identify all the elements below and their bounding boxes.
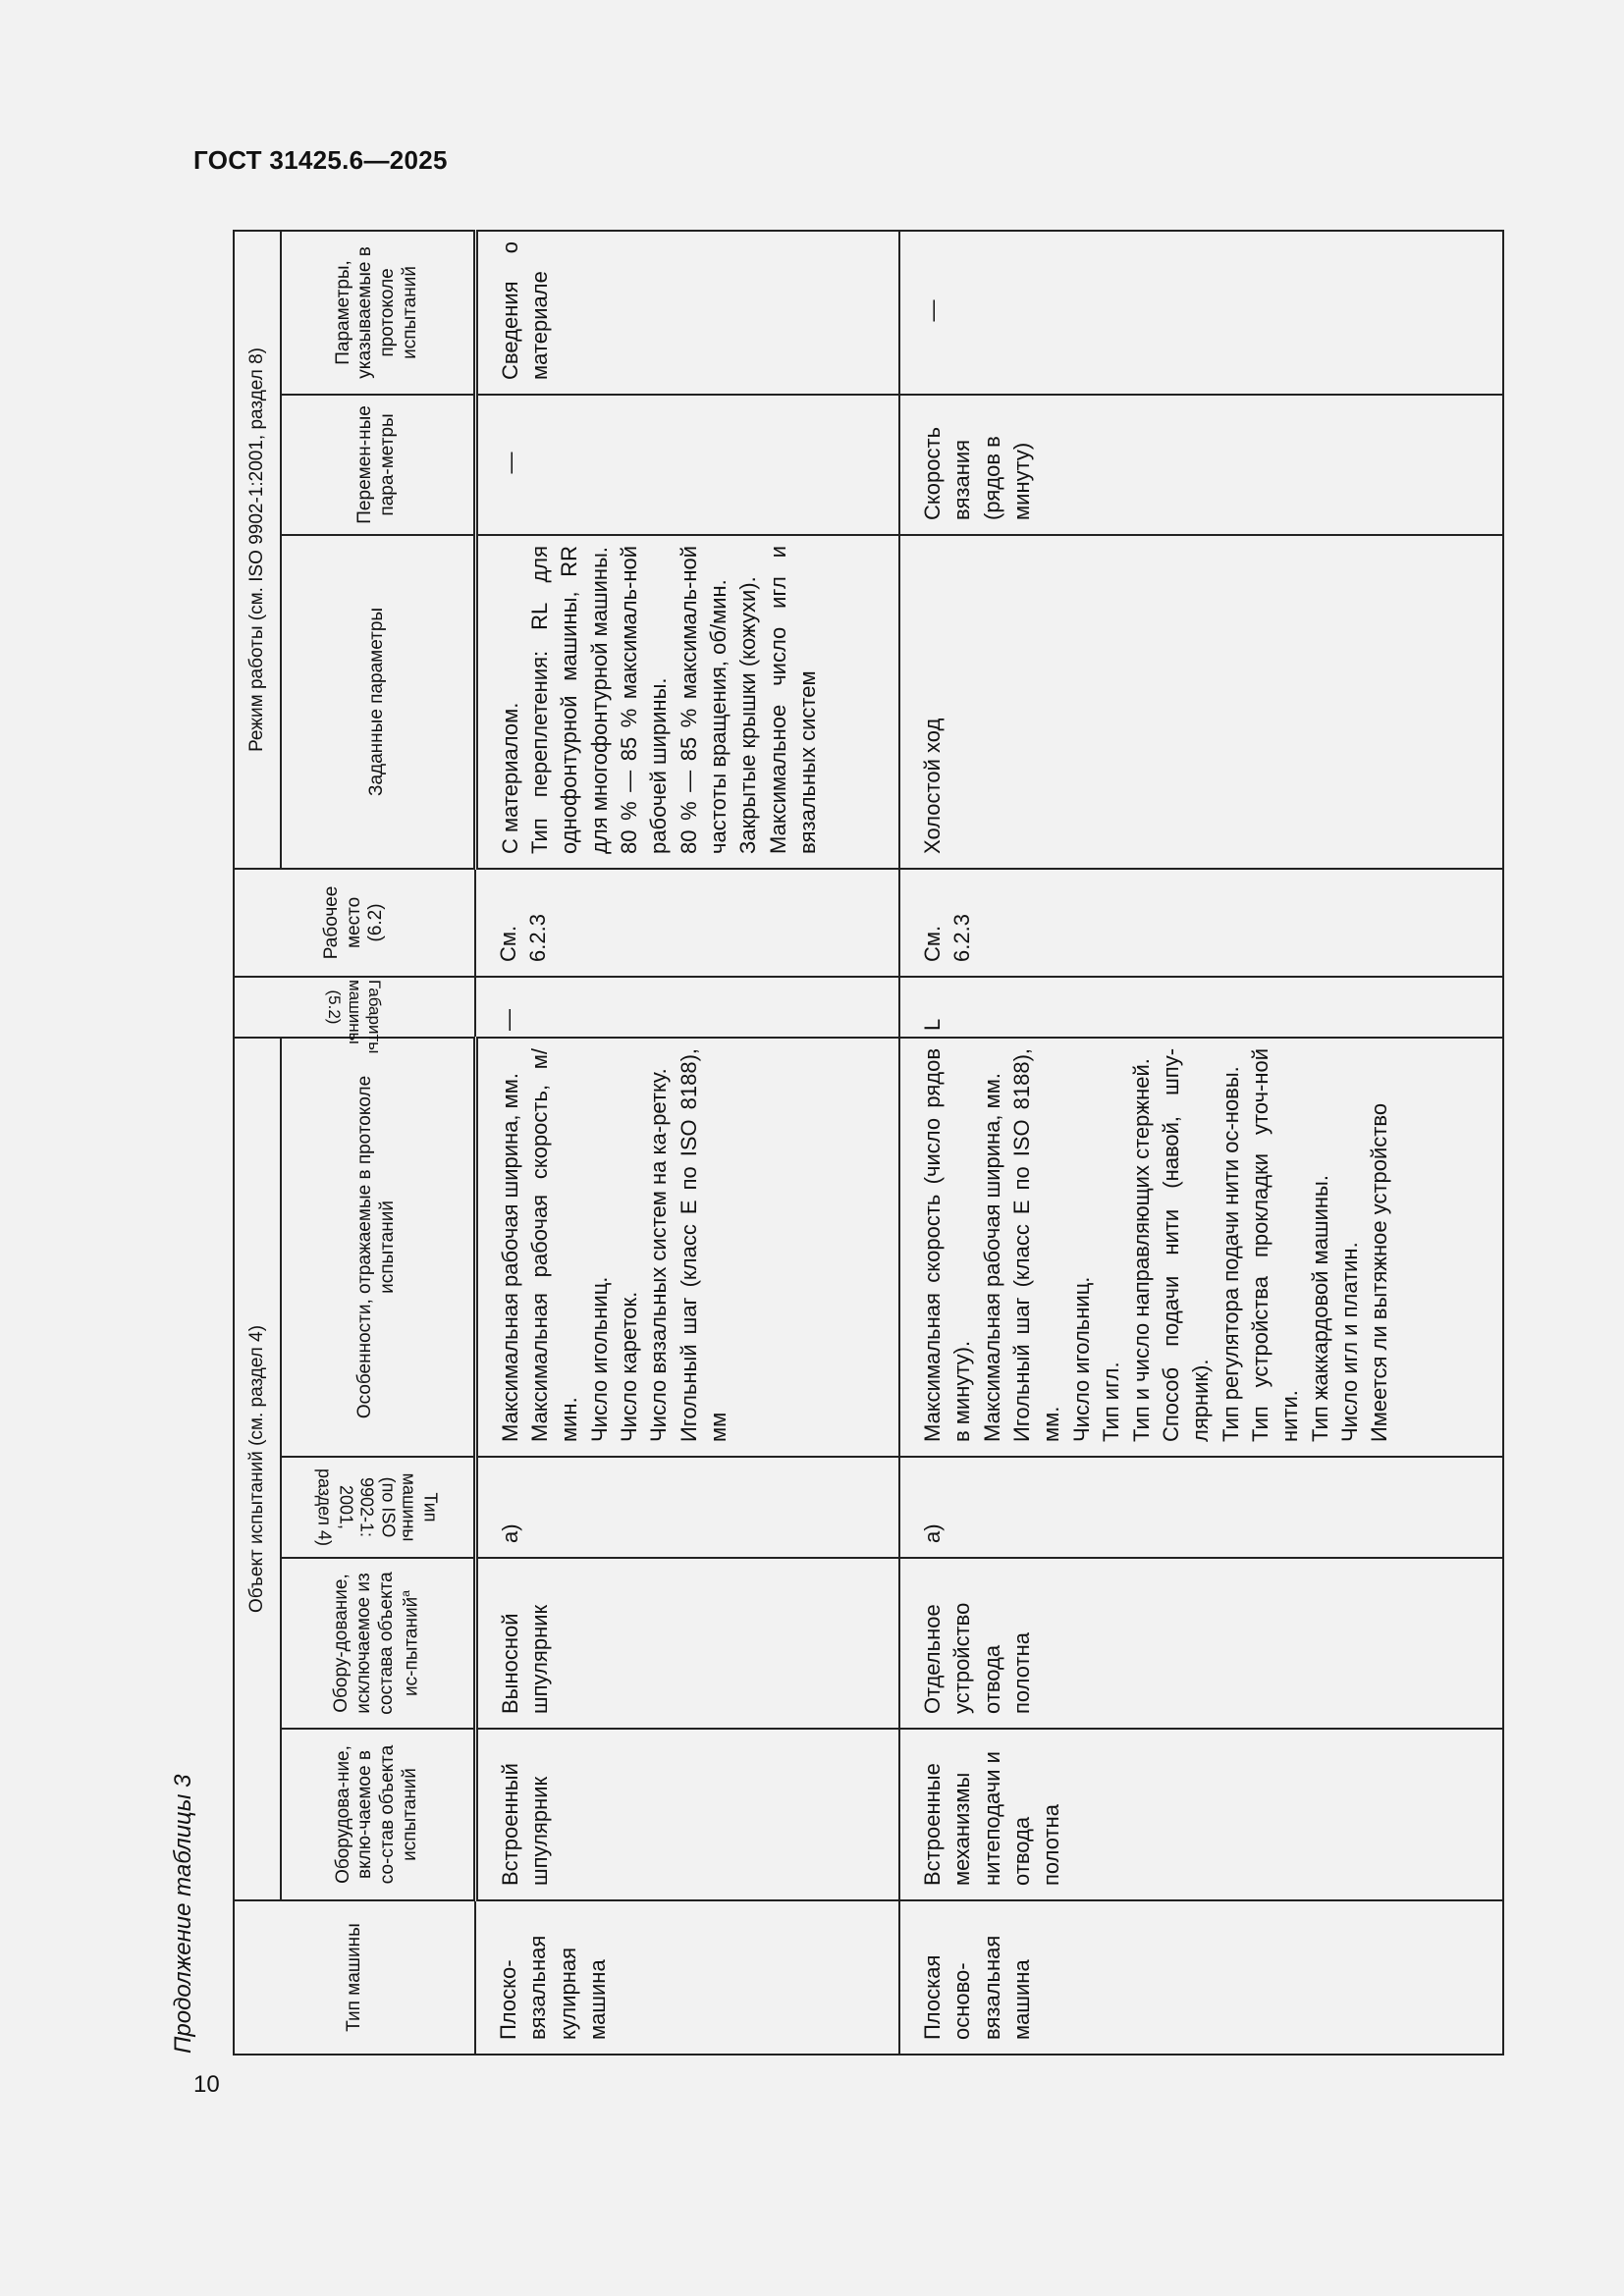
cell-included-equipment: Встроенный шпулярник <box>475 1729 899 1900</box>
cell-dimensions: L <box>899 977 1503 1038</box>
table-continuation-caption: Продолжение таблицы 3 <box>170 1774 196 2054</box>
cell-machine-type: Плоская осново-вязальная машина <box>899 1900 1503 2055</box>
table-row <box>899 231 1503 2055</box>
header-workplace: Рабочее место (6.2) <box>234 869 475 977</box>
header-features: Особенности, отражаемые в протоколе испытаний <box>281 1038 475 1457</box>
cell-features: Максимальная скорость (число рядов в минуту). Максимальная рабочая ширина, мм. Игольный шаг (класс E по ISO 8188), мм. Число игольниц. Тип игл. Тип и число направляющих стержней. Способ подачи нити (навой, шпу-лярник). Тип регулятора подачи нити ос-новы. Тип устройства прокладки уточ-ной нити. Тип жаккардовой машины. Число игл и платин. Имеется ли вытяжное устройство <box>899 1038 1503 1457</box>
header-iso-type <box>281 1457 475 1558</box>
cell-excluded-equipment: Отдельное устройство отвода полотна <box>899 1558 1503 1729</box>
cell-variable-parameters: — <box>475 395 899 535</box>
header-test-object: Объект испытаний (см. раздел 4) <box>234 1038 281 1900</box>
cell-variable-parameters: Скорость вязания (рядов в минуту) <box>899 395 1503 535</box>
cell-set-parameters: Холостой ход <box>899 535 1503 869</box>
header-dimensions <box>234 977 475 1054</box>
cell-included-equipment: Встроенные механизмы нитеподачи и отвода полотна <box>899 1729 1503 1900</box>
header-excluded-equipment <box>281 1558 475 1729</box>
cell-dimensions: — <box>475 977 899 1038</box>
header-excluded-equipment-text: Обору-дование, исключаемое из состава объекта ис-пытаний <box>331 1572 422 1715</box>
rotated-table-container <box>233 232 1502 2056</box>
page-number: 10 <box>193 2071 220 2098</box>
cell-iso-type: а) <box>475 1457 899 1558</box>
cell-excluded-equipment: Выносной шпулярник <box>475 1558 899 1729</box>
header-machine-type: Тип машины <box>234 1900 475 2055</box>
cell-workplace: См. 6.2.3 <box>899 869 1503 977</box>
document-header: ГОСТ 31425.6—2025 <box>193 145 448 175</box>
header-variable-parameters: Перемен-ные пара-метры <box>281 395 475 535</box>
header-included-equipment: Оборудова-ние, вклю-чаемое в со-став объекта испытаний <box>281 1729 475 1900</box>
table-row <box>475 231 899 2055</box>
cell-features: Максимальная рабочая ширина, мм. Максимальная рабочая скорость, м/мин. Число игольниц. Число кареток. Число вязальных систем на ка-ретку. Игольный шаг (класс E по ISO 8188), мм <box>475 1038 899 1457</box>
header-set-parameters: Заданные параметры <box>281 535 475 869</box>
header-report-parameters: Параметры, указываемые в протоколе испытаний <box>281 231 475 395</box>
cell-workplace: См. 6.2.3 <box>475 869 899 977</box>
cell-set-parameters: С материалом. Тип переплетения: RL для однофонтурной машины, RR для многофонтурной машины. 80 % — 85 % максималь-ной рабочей ширины. 80 % — 85 % максималь-ной частоты вращения, об/мин. Закрытые крышки (кожухи). Максимальное число игл и вязальных систем <box>475 535 899 869</box>
header-iso-type-text: Тип машины (по ISO 9902-1: 2001, раздел 4) <box>315 1468 442 1547</box>
equipment-test-table <box>233 230 1504 2056</box>
cell-iso-type: а) <box>899 1457 1503 1558</box>
cell-report-parameters: — <box>899 231 1503 395</box>
header-dimensions-text: Габариты машины (5.2) <box>325 979 385 1054</box>
cell-machine-type: Плоско-вязальная кулирная машина <box>475 1900 899 2055</box>
cell-report-parameters: Сведения о материале <box>475 231 899 395</box>
footnote-marker: а <box>398 1590 412 1597</box>
header-operating-mode: Режим работы (см. ISO 9902-1:2001, раздел 8) <box>234 231 281 869</box>
